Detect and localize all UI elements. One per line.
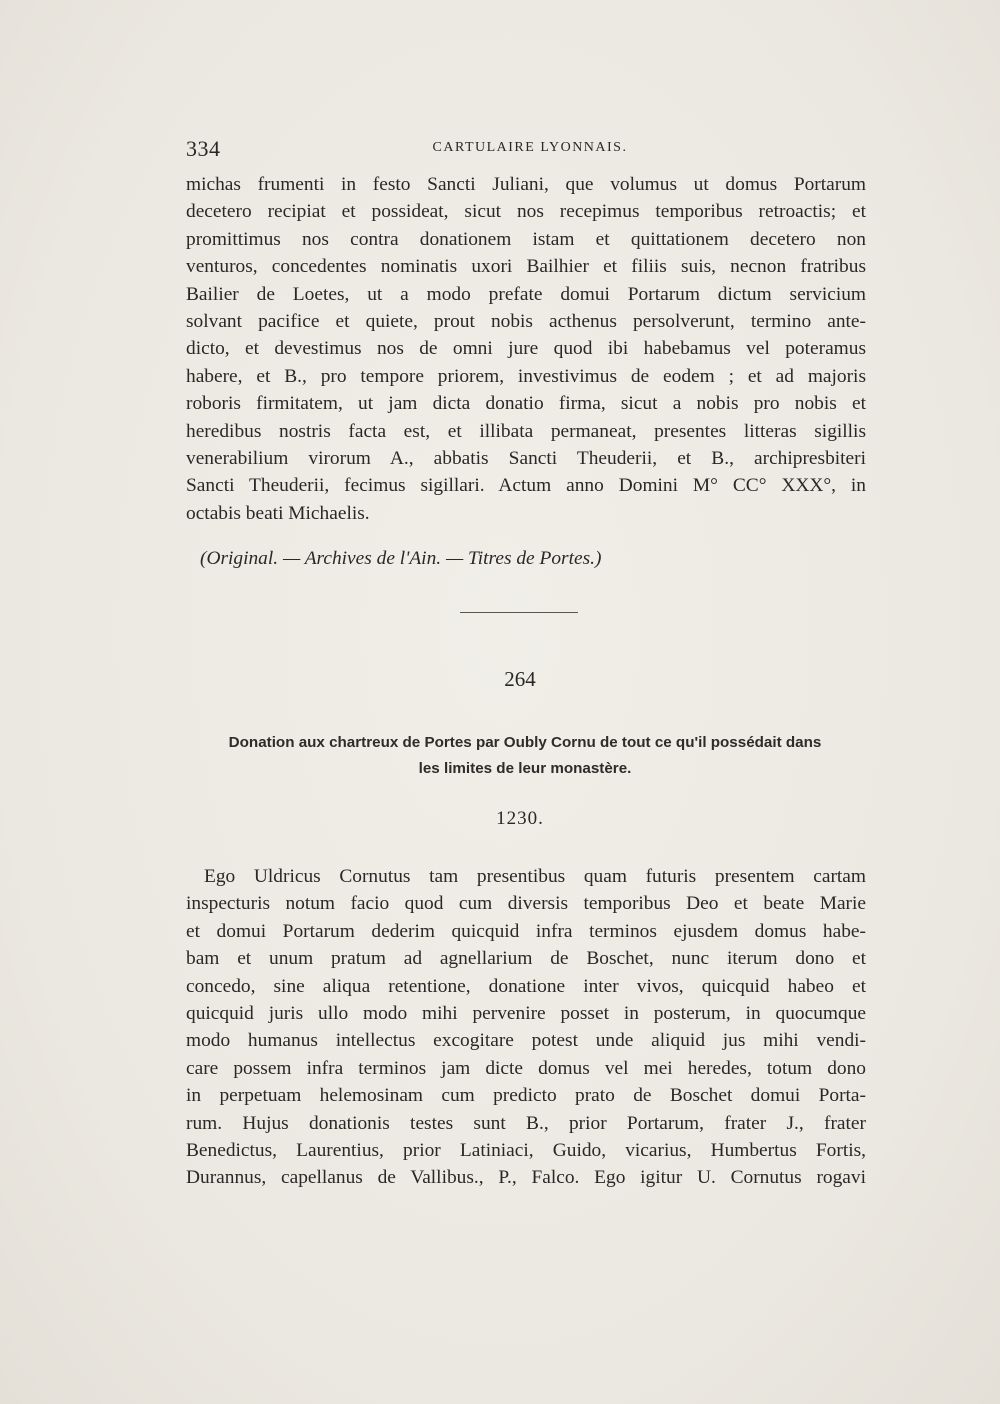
text-line: venturos, concedentes nominatis uxori Bailhier et filiis suis, necnon fratribus bbox=[186, 256, 866, 278]
charter-title bbox=[180, 730, 870, 782]
previous-charter-text bbox=[186, 171, 866, 527]
text-line: inspecturis notum facio quod cum diversis temporibus Deo et beate Marie bbox=[186, 893, 866, 915]
charter-title-line: Donation aux chartreux de Portes par Oubly Cornu de tout ce qu'il possédait dans bbox=[228, 734, 822, 751]
text-line: solvant pacifice et quiete, prout nobis acthenus persolverunt, termino ante- bbox=[186, 311, 866, 333]
text-line: heredibus nostris facta est, et illibata permaneat, presentes litteras sigillis bbox=[186, 420, 866, 442]
charter-year: 1230. bbox=[496, 808, 544, 829]
text-line: Bailier de Loetes, ut a modo prefate domui Portarum dictum servicium bbox=[186, 283, 866, 305]
text-line: care possem infra terminos jam dicte domus vel mei heredes, totum dono bbox=[186, 1057, 866, 1079]
text-line: decetero recipiat et possideat, sicut nos recepimus temporibus retroactis; et bbox=[186, 201, 866, 223]
running-title: CARTULAIRE LYONNAIS. bbox=[432, 140, 628, 155]
source-citation: (Original. — Archives de l'Ain. — Titres de Portes.) bbox=[200, 548, 602, 569]
text-line: venerabilium virorum A., abbatis Sancti Theuderii, et B., archipresbiteri bbox=[186, 448, 866, 470]
text-line: in perpetuam helemosinam cum predicto prato de Boschet domui Porta- bbox=[186, 1085, 866, 1107]
text-line: quicquid juris ullo modo mihi pervenire posset in posterum, in quocumque bbox=[186, 1003, 866, 1025]
text-line: bam et unum pratum ad agnellarium de Boschet, nunc iterum dono et bbox=[186, 948, 866, 970]
page-number: 334 bbox=[186, 136, 221, 161]
charter-number: 264 bbox=[504, 667, 536, 691]
text-line: promittimus nos contra donationem istam et quittationem decetero non bbox=[186, 228, 866, 250]
charter-title-line: les limites de leur monastère. bbox=[418, 760, 632, 777]
text-line: roboris firmitatem, ut jam dicta donatio firma, sicut a nobis pro nobis et bbox=[186, 393, 866, 415]
text-line: habere, et B., pro tempore priorem, investivimus de eodem ; et ad majoris bbox=[186, 365, 866, 387]
text-line: dicto, et devestimus nos de omni jure quod ibi habebamus vel poteramus bbox=[186, 338, 866, 360]
charter-text bbox=[186, 863, 866, 1192]
section-divider bbox=[460, 612, 578, 613]
text-line: michas frumenti in festo Sancti Juliani, que volumus ut domus Portarum bbox=[186, 174, 866, 195]
text-line: concedo, sine aliqua retentione, donatione inter vivos, quicquid habeo et bbox=[186, 975, 866, 997]
page-header bbox=[186, 136, 866, 160]
text-line: octabis beati Michaelis. bbox=[186, 502, 370, 524]
text-line: modo humanus intellectus excogitare potest unde aliquid jus mihi vendi- bbox=[186, 1030, 866, 1052]
text-line: Ego Uldricus Cornutus tam presentibus quam futuris presentem cartam bbox=[204, 866, 866, 887]
text-line: Durannus, capellanus de Vallibus., P., Falco. Ego igitur U. Cornutus rogavi bbox=[186, 1167, 866, 1189]
text-line: rum. Hujus donationis testes sunt B., prior Portarum, frater J., frater bbox=[186, 1112, 866, 1134]
text-line: Benedictus, Laurentius, prior Latiniaci, Guido, vicarius, Humbertus Fortis, bbox=[186, 1140, 866, 1162]
text-line: Sancti Theuderii, fecimus sigillari. Actum anno Domini M° CC° XXX°, in bbox=[186, 475, 866, 497]
text-line: et domui Portarum dederim quicquid infra terminos ejusdem domus habe- bbox=[186, 920, 866, 942]
